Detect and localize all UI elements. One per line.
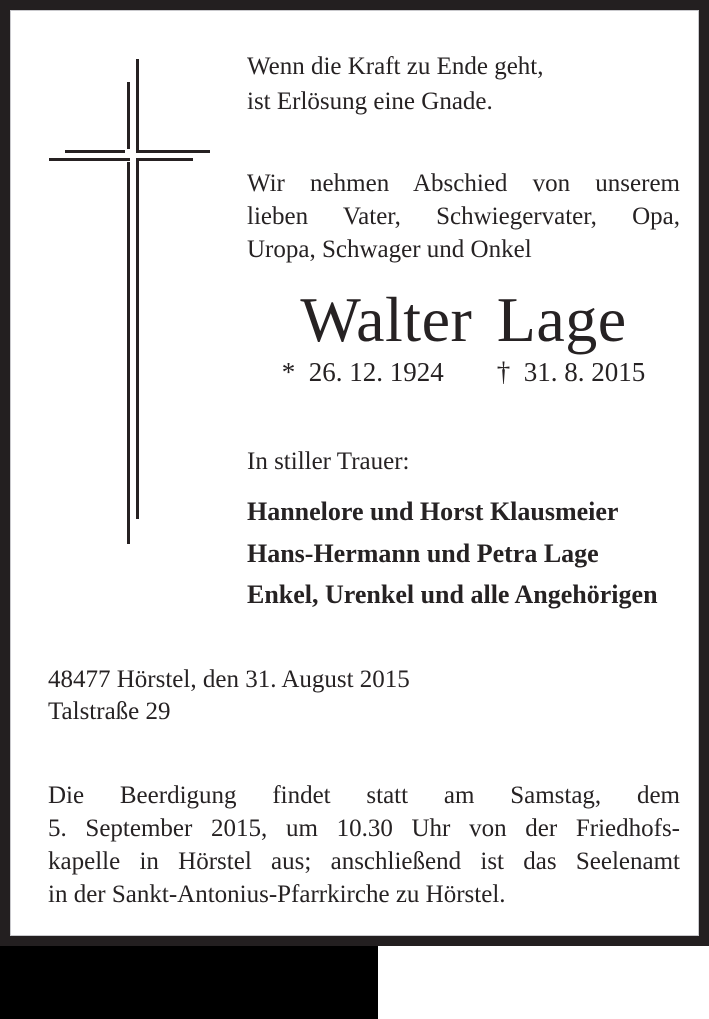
farewell-line: Uropa, Schwager und Onkel xyxy=(247,236,532,263)
mourner-name: Hannelore und Horst Klausmeier xyxy=(247,497,619,526)
cross-line-segment xyxy=(65,150,125,153)
cross-line-segment xyxy=(127,162,130,544)
deceased-name: Walter Lage xyxy=(300,284,627,355)
cross-line-segment xyxy=(49,158,130,161)
mourner-name: Enkel, Urenkel und alle Angehörigen xyxy=(247,580,658,609)
mourner-name: Hans-Hermann und Petra Lage xyxy=(247,538,599,568)
cross-line-segment xyxy=(127,82,130,149)
funeral-announcement xyxy=(48,779,680,911)
epigraph-line: Wenn die Kraft zu Ende geht, xyxy=(247,53,544,80)
place-date-block xyxy=(48,664,410,728)
cross-line-segment xyxy=(136,158,193,161)
funeral-line: Die Beerdigung findet statt am Samstag, dem xyxy=(48,782,680,809)
farewell-paragraph xyxy=(247,167,680,266)
mourning-intro: In stiller Trauer: xyxy=(247,448,410,475)
epigraph-line: ist Erlösung eine Gnade. xyxy=(247,88,493,115)
cross-line-segment xyxy=(136,59,139,153)
place-date-line: 48477 Hörstel, den 31. August 2015 xyxy=(48,666,410,693)
farewell-line: Wir nehmen Abschied von unserem xyxy=(247,170,680,197)
epigraph xyxy=(247,49,543,119)
life-dates xyxy=(247,357,680,387)
street-line: Talstraße 29 xyxy=(48,698,171,725)
funeral-line: in der Sankt-Antonius-Pfarrkirche zu Hörstel. xyxy=(48,881,506,908)
birth-date: * 26. 12. 1924 xyxy=(281,357,444,387)
funeral-line: kapelle in Hörstel aus; anschließend ist das Seelenamt xyxy=(48,848,680,875)
funeral-line: 5. September 2015, um 10.30 Uhr von der Friedhofs- xyxy=(48,815,680,842)
cross-line-segment xyxy=(136,158,139,519)
death-date: † 31. 8. 2015 xyxy=(496,357,646,387)
farewell-line: lieben Vater, Schwiegervater, Opa, xyxy=(247,203,680,230)
cross-line-segment xyxy=(136,150,210,153)
mourners-list xyxy=(247,491,658,616)
redaction-block xyxy=(0,946,378,1019)
